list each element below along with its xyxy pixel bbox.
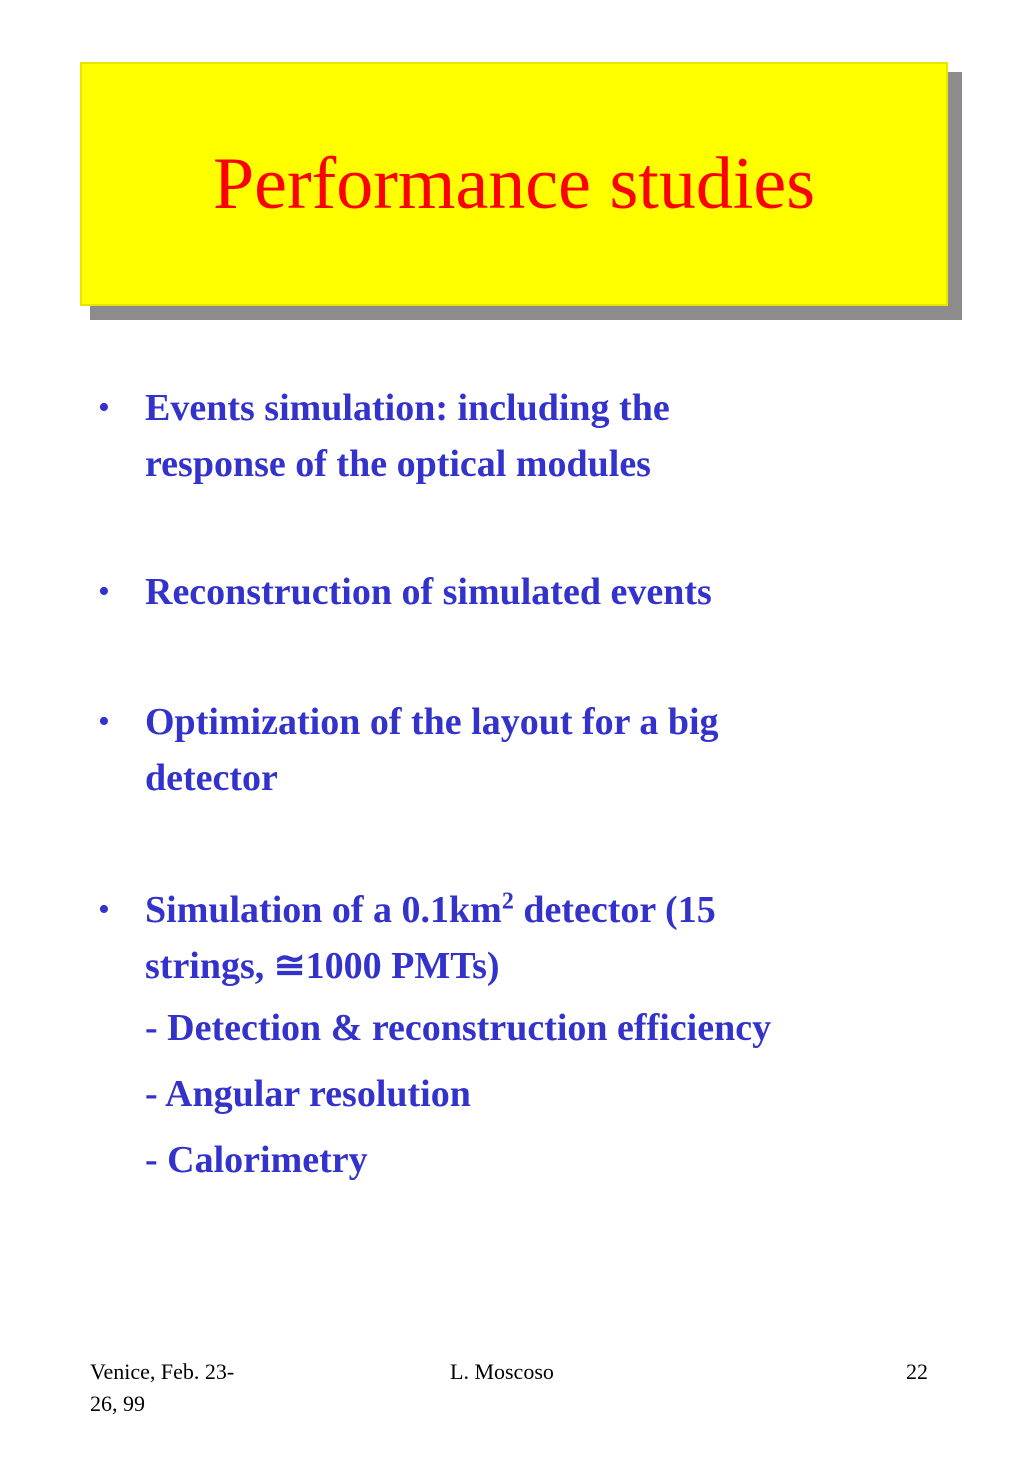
- bullet-dot: •: [98, 703, 110, 740]
- bullet-line: response of the optical modules: [145, 443, 651, 485]
- bullet-line: detector: [145, 757, 278, 799]
- footer-page-number: 22: [906, 1359, 928, 1384]
- bullet-text: [145, 694, 925, 806]
- bullet-dot: •: [98, 573, 110, 610]
- footer-date-line: 26, 99: [90, 1391, 145, 1416]
- footer-author: L. Moscoso: [450, 1359, 554, 1384]
- bullet-dot: •: [98, 389, 110, 426]
- bullet-line-prefix: Simulation of a 0.1km: [145, 889, 502, 931]
- sub-item-calorimetry: - Calorimetry: [145, 1139, 368, 1181]
- superscript-exponent: 2: [501, 888, 514, 915]
- title-box: [80, 62, 948, 306]
- bullet-line: strings, ≅1000 PMTs): [145, 945, 500, 987]
- bullet-line: Events simulation: including the: [145, 387, 670, 429]
- bullet-line: Optimization of the layout for a big: [145, 701, 719, 743]
- bullet-text: [145, 564, 925, 620]
- sub-item-angular-resolution: - Angular resolution: [145, 1073, 471, 1115]
- footer-venue-date: [90, 1356, 234, 1420]
- sub-item-detection-efficiency: - Detection & reconstruction efficiency: [145, 1007, 772, 1049]
- bullet-line: [145, 882, 925, 938]
- slide-title: Performance studies: [212, 143, 816, 225]
- bullet-line: Reconstruction of simulated events: [145, 571, 712, 613]
- bullet-text: [145, 380, 925, 492]
- bullet-line-suffix: detector (15: [513, 889, 716, 931]
- bullet-dot: •: [98, 891, 110, 928]
- footer-venue-line: Venice, Feb. 23-: [90, 1359, 235, 1384]
- bullet-text: [145, 882, 925, 994]
